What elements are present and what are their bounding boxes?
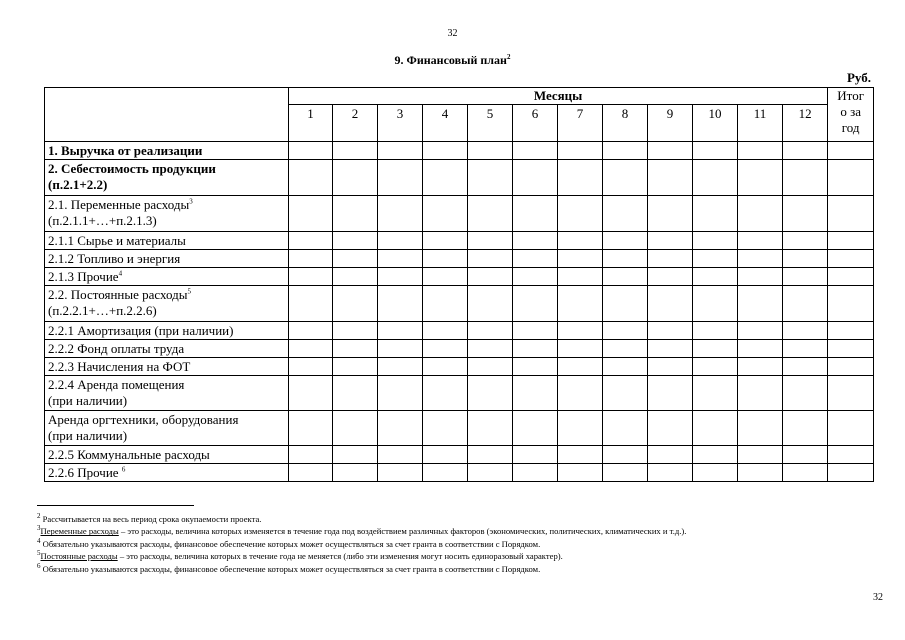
month-value-cell[interactable]: [513, 268, 558, 286]
month-value-cell[interactable]: [783, 286, 828, 322]
month-value-cell[interactable]: [468, 250, 513, 268]
month-value-cell[interactable]: [468, 268, 513, 286]
month-value-cell[interactable]: [558, 232, 603, 250]
row-label-text: Аренда оргтехники, оборудования: [48, 412, 239, 427]
month-value-cell[interactable]: [289, 232, 333, 250]
row-label-text: 2.2.6 Прочие: [48, 465, 122, 480]
month-value-cell[interactable]: [783, 250, 828, 268]
month-value-cell[interactable]: [738, 142, 783, 160]
footnote-text: – это расходы, величина которых изменяется в течение года под воздействием различных факторов (экономических, политических, климатических и т.д.).: [118, 526, 687, 537]
row-label-line: [48, 197, 285, 213]
year-total-cell[interactable]: [828, 340, 874, 358]
month-value-cell[interactable]: [378, 286, 423, 322]
month-number-11: 11: [738, 105, 783, 142]
month-value-cell[interactable]: [558, 142, 603, 160]
month-number-4: 4: [423, 105, 468, 142]
year-total-cell[interactable]: [828, 446, 874, 464]
month-value-cell[interactable]: [423, 446, 468, 464]
footnote-separator: [37, 505, 194, 506]
row-label-line: [48, 341, 285, 357]
month-value-cell[interactable]: [513, 358, 558, 376]
month-value-cell[interactable]: [783, 142, 828, 160]
month-value-cell[interactable]: [603, 411, 648, 446]
year-total-cell[interactable]: [828, 464, 874, 482]
year-total-cell[interactable]: [828, 358, 874, 376]
row-label-text: 2.2.2 Фонд оплаты труда: [48, 341, 185, 356]
month-value-cell[interactable]: [783, 411, 828, 446]
month-value-cell[interactable]: [468, 446, 513, 464]
month-value-cell[interactable]: [693, 376, 738, 411]
month-value-cell[interactable]: [603, 340, 648, 358]
month-value-cell[interactable]: [738, 232, 783, 250]
month-value-cell[interactable]: [648, 232, 693, 250]
row-label: [45, 446, 289, 464]
month-value-cell[interactable]: [378, 358, 423, 376]
month-value-cell[interactable]: [783, 446, 828, 464]
month-value-cell[interactable]: [378, 411, 423, 446]
month-value-cell[interactable]: [513, 411, 558, 446]
row-label-text: 2.2.1 Амортизация (при наличии): [48, 323, 234, 338]
footnote-term: Переменные расходы: [40, 526, 119, 537]
header-corner-cell: [45, 88, 289, 142]
month-value-cell[interactable]: [289, 446, 333, 464]
row-label-text: (при наличии): [48, 393, 128, 408]
footnote-ref: 6: [121, 465, 126, 474]
month-value-cell[interactable]: [333, 160, 378, 196]
month-value-cell[interactable]: [558, 268, 603, 286]
row-label-line: [48, 428, 285, 444]
month-value-cell[interactable]: [693, 358, 738, 376]
month-value-cell[interactable]: [648, 340, 693, 358]
month-value-cell[interactable]: [333, 250, 378, 268]
month-value-cell[interactable]: [468, 464, 513, 482]
row-label-text: 2.1. Переменные расходы: [48, 197, 190, 212]
row-label: [45, 250, 289, 268]
month-value-cell[interactable]: [468, 196, 513, 232]
month-value-cell[interactable]: [333, 232, 378, 250]
month-value-cell[interactable]: [693, 446, 738, 464]
month-value-cell[interactable]: [378, 196, 423, 232]
month-value-cell[interactable]: [513, 160, 558, 196]
month-value-cell[interactable]: [333, 376, 378, 411]
row-label-text: (при наличии): [48, 428, 128, 443]
row-label-line: [48, 233, 285, 249]
month-value-cell[interactable]: [378, 464, 423, 482]
month-value-cell[interactable]: [468, 142, 513, 160]
month-value-cell[interactable]: [423, 232, 468, 250]
year-total-cell[interactable]: [828, 250, 874, 268]
month-value-cell[interactable]: [693, 160, 738, 196]
month-value-cell[interactable]: [693, 196, 738, 232]
row-label-line: [48, 161, 285, 177]
row-label-text: (п.2.1+2.2): [48, 177, 108, 192]
row-label: [45, 286, 289, 322]
footnote-ref: 4: [118, 269, 123, 278]
months-header: Месяцы: [289, 88, 828, 105]
row-label-text: 2.2.4 Аренда помещения: [48, 377, 185, 392]
month-value-cell[interactable]: [783, 358, 828, 376]
month-value-cell[interactable]: [693, 286, 738, 322]
month-value-cell[interactable]: [648, 322, 693, 340]
month-value-cell[interactable]: [783, 322, 828, 340]
row-label: [45, 358, 289, 376]
row-label-text: 2.2. Постоянные расходы: [48, 287, 188, 302]
total-header-line: о за: [840, 104, 861, 119]
month-value-cell[interactable]: [738, 464, 783, 482]
row-label-line: [48, 269, 285, 285]
total-header: [828, 88, 874, 142]
month-value-cell[interactable]: [423, 322, 468, 340]
month-value-cell[interactable]: [783, 464, 828, 482]
month-value-cell[interactable]: [603, 376, 648, 411]
row-label-line: [48, 177, 285, 193]
month-value-cell[interactable]: [378, 268, 423, 286]
month-value-cell[interactable]: [558, 446, 603, 464]
year-total-cell[interactable]: [828, 268, 874, 286]
section-title-text: 9. Финансовый план: [394, 53, 507, 67]
month-value-cell[interactable]: [603, 322, 648, 340]
month-value-cell[interactable]: [783, 196, 828, 232]
month-value-cell[interactable]: [378, 446, 423, 464]
month-value-cell[interactable]: [468, 286, 513, 322]
row-label-line: [48, 447, 285, 463]
month-value-cell[interactable]: [378, 376, 423, 411]
month-value-cell[interactable]: [693, 464, 738, 482]
row-label-text: (п.2.2.1+…+п.2.2.6): [48, 303, 157, 318]
table-row: [45, 286, 874, 322]
month-value-cell[interactable]: [693, 340, 738, 358]
footnote-number: 4: [37, 536, 41, 545]
row-label-text: 2. Себестоимость продукции: [48, 161, 216, 176]
month-value-cell[interactable]: [558, 322, 603, 340]
row-label-text: 2.2.5 Коммунальные расходы: [48, 447, 210, 462]
month-value-cell[interactable]: [289, 250, 333, 268]
month-value-cell[interactable]: [648, 446, 693, 464]
page-number-bottom: 32: [873, 592, 883, 603]
month-value-cell[interactable]: [513, 340, 558, 358]
month-value-cell[interactable]: [738, 250, 783, 268]
currency-label: Руб.: [846, 70, 871, 85]
month-number-7: 7: [558, 105, 603, 142]
month-number-8: 8: [603, 105, 648, 142]
footnote: [37, 525, 887, 537]
month-value-cell[interactable]: [693, 232, 738, 250]
month-value-cell[interactable]: [738, 196, 783, 232]
month-value-cell[interactable]: [648, 464, 693, 482]
month-value-cell[interactable]: [333, 446, 378, 464]
month-value-cell[interactable]: [423, 464, 468, 482]
month-value-cell[interactable]: [648, 250, 693, 268]
month-value-cell[interactable]: [378, 250, 423, 268]
row-label: [45, 464, 289, 482]
row-label-line: [48, 287, 285, 303]
month-value-cell[interactable]: [558, 340, 603, 358]
footnote: [37, 538, 887, 550]
month-value-cell[interactable]: [738, 376, 783, 411]
month-value-cell[interactable]: [603, 196, 648, 232]
row-label-text: 2.2.3 Начисления на ФОТ: [48, 359, 191, 374]
month-number-10: 10: [693, 105, 738, 142]
month-value-cell[interactable]: [603, 232, 648, 250]
table-row: [45, 250, 874, 268]
row-label-line: [48, 377, 285, 393]
month-value-cell[interactable]: [333, 411, 378, 446]
row-label-text: 2.1.3 Прочие: [48, 269, 119, 284]
row-label-text: (п.2.1.1+…+п.2.1.3): [48, 213, 157, 228]
row-label-text: 2.1.2 Топливо и энергия: [48, 251, 181, 266]
month-value-cell[interactable]: [468, 358, 513, 376]
month-value-cell[interactable]: [333, 358, 378, 376]
month-value-cell[interactable]: [378, 340, 423, 358]
month-value-cell[interactable]: [513, 232, 558, 250]
month-value-cell[interactable]: [693, 142, 738, 160]
month-value-cell[interactable]: [648, 411, 693, 446]
month-value-cell[interactable]: [738, 446, 783, 464]
footnote: [37, 513, 887, 525]
month-value-cell[interactable]: [558, 196, 603, 232]
month-value-cell[interactable]: [513, 286, 558, 322]
header-row: [45, 88, 874, 105]
month-value-cell[interactable]: [603, 464, 648, 482]
month-value-cell[interactable]: [468, 232, 513, 250]
month-value-cell[interactable]: [468, 411, 513, 446]
month-number-6: 6: [513, 105, 558, 142]
title-footnote-ref: 2: [506, 53, 511, 61]
month-value-cell[interactable]: [423, 250, 468, 268]
month-value-cell[interactable]: [558, 376, 603, 411]
month-value-cell[interactable]: [558, 411, 603, 446]
month-value-cell[interactable]: [333, 464, 378, 482]
row-label-line: [48, 465, 285, 481]
month-value-cell[interactable]: [513, 446, 558, 464]
total-header-line: год: [841, 120, 860, 135]
row-label-line: [48, 303, 285, 319]
year-total-cell[interactable]: [828, 286, 874, 322]
table-row: [45, 196, 874, 232]
month-value-cell[interactable]: [558, 464, 603, 482]
month-number-12: 12: [783, 105, 828, 142]
month-value-cell[interactable]: [289, 358, 333, 376]
table-row: [45, 464, 874, 482]
month-value-cell[interactable]: [558, 160, 603, 196]
month-value-cell[interactable]: [603, 250, 648, 268]
month-value-cell[interactable]: [648, 286, 693, 322]
year-total-cell[interactable]: [828, 160, 874, 196]
month-value-cell[interactable]: [603, 446, 648, 464]
month-value-cell[interactable]: [289, 268, 333, 286]
row-label-line: [48, 213, 285, 229]
total-header-line: Итог: [837, 88, 865, 103]
month-value-cell[interactable]: [378, 160, 423, 196]
footnote-term: Постоянные расходы: [40, 551, 118, 562]
table-row: [45, 142, 874, 160]
year-total-cell[interactable]: [828, 322, 874, 340]
table-row: [45, 268, 874, 286]
month-value-cell[interactable]: [423, 358, 468, 376]
month-value-cell[interactable]: [738, 160, 783, 196]
row-label-line: [48, 251, 285, 267]
month-value-cell[interactable]: [738, 340, 783, 358]
month-value-cell[interactable]: [513, 464, 558, 482]
month-value-cell[interactable]: [423, 286, 468, 322]
month-value-cell[interactable]: [693, 322, 738, 340]
row-label: [45, 232, 289, 250]
row-label: [45, 340, 289, 358]
month-value-cell[interactable]: [513, 322, 558, 340]
footnote-ref: 5: [187, 287, 191, 296]
month-value-cell[interactable]: [783, 232, 828, 250]
month-value-cell[interactable]: [783, 160, 828, 196]
month-value-cell[interactable]: [468, 340, 513, 358]
month-value-cell[interactable]: [603, 358, 648, 376]
month-value-cell[interactable]: [468, 160, 513, 196]
table-row: [45, 358, 874, 376]
month-value-cell[interactable]: [603, 286, 648, 322]
month-value-cell[interactable]: [423, 160, 468, 196]
month-value-cell[interactable]: [423, 411, 468, 446]
month-value-cell[interactable]: [648, 268, 693, 286]
footnote: [37, 563, 887, 575]
month-value-cell[interactable]: [289, 376, 333, 411]
month-value-cell[interactable]: [558, 358, 603, 376]
row-label: [45, 142, 289, 160]
row-label: [45, 160, 289, 196]
month-value-cell[interactable]: [289, 142, 333, 160]
month-number-3: 3: [378, 105, 423, 142]
month-value-cell[interactable]: [378, 142, 423, 160]
month-value-cell[interactable]: [468, 376, 513, 411]
month-value-cell[interactable]: [333, 196, 378, 232]
month-number-9: 9: [648, 105, 693, 142]
row-label: [45, 196, 289, 232]
month-value-cell[interactable]: [648, 358, 693, 376]
month-value-cell[interactable]: [558, 250, 603, 268]
page-number-top: 32: [447, 28, 458, 39]
month-value-cell[interactable]: [289, 322, 333, 340]
month-value-cell[interactable]: [783, 340, 828, 358]
month-value-cell[interactable]: [333, 268, 378, 286]
table-row: [45, 376, 874, 411]
month-value-cell[interactable]: [513, 376, 558, 411]
month-value-cell[interactable]: [333, 340, 378, 358]
footnote-text: Обязательно указываются расходы, финансовое обеспечение которых может осуществляться за счет гранта в соответствии с Порядком.: [40, 538, 541, 549]
footnotes: [37, 513, 887, 575]
month-value-cell[interactable]: [468, 322, 513, 340]
footnote-text: Рассчитывается на весь период срока окупаемости проекта.: [40, 514, 262, 524]
month-value-cell[interactable]: [693, 268, 738, 286]
footnote: [37, 550, 887, 562]
footnote-text: – это расходы, величина которых в течение года не меняется (либо эти изменения могут носить единоразовый характер).: [117, 551, 563, 562]
month-value-cell[interactable]: [289, 160, 333, 196]
month-value-cell[interactable]: [423, 196, 468, 232]
month-value-cell[interactable]: [423, 268, 468, 286]
year-total-cell[interactable]: [828, 196, 874, 232]
month-value-cell[interactable]: [603, 142, 648, 160]
month-value-cell[interactable]: [693, 250, 738, 268]
row-label: [45, 322, 289, 340]
row-label: [45, 411, 289, 446]
month-value-cell[interactable]: [558, 286, 603, 322]
month-value-cell[interactable]: [603, 268, 648, 286]
month-value-cell[interactable]: [513, 250, 558, 268]
month-value-cell[interactable]: [693, 411, 738, 446]
month-value-cell[interactable]: [378, 232, 423, 250]
row-label-line: [48, 143, 285, 159]
month-value-cell[interactable]: [378, 322, 423, 340]
month-number-2: 2: [333, 105, 378, 142]
row-label: [45, 376, 289, 411]
table-row: [45, 340, 874, 358]
footnote-number: 3: [37, 524, 41, 533]
month-number-1: 1: [289, 105, 333, 142]
month-value-cell[interactable]: [333, 142, 378, 160]
table-row: [45, 322, 874, 340]
row-label: [45, 268, 289, 286]
section-title: [0, 53, 905, 68]
month-value-cell[interactable]: [648, 142, 693, 160]
row-label-text: 1. Выручка от реализации: [48, 143, 203, 158]
month-value-cell[interactable]: [513, 196, 558, 232]
row-label-line: [48, 393, 285, 409]
year-total-cell[interactable]: [828, 411, 874, 446]
row-label-line: [48, 412, 285, 428]
month-value-cell[interactable]: [333, 322, 378, 340]
month-value-cell[interactable]: [289, 340, 333, 358]
month-value-cell[interactable]: [333, 286, 378, 322]
month-value-cell[interactable]: [738, 286, 783, 322]
month-value-cell[interactable]: [738, 268, 783, 286]
month-value-cell[interactable]: [783, 268, 828, 286]
year-total-cell[interactable]: [828, 376, 874, 411]
footnote-ref: 3: [189, 197, 193, 206]
month-value-cell[interactable]: [648, 196, 693, 232]
month-value-cell[interactable]: [423, 376, 468, 411]
row-label-line: [48, 323, 285, 339]
year-total-cell[interactable]: [828, 142, 874, 160]
table-row: [45, 411, 874, 446]
footnote-number: 6: [37, 561, 41, 570]
year-total-cell[interactable]: [828, 232, 874, 250]
row-label-line: [48, 359, 285, 375]
month-value-cell[interactable]: [289, 411, 333, 446]
month-value-cell[interactable]: [289, 196, 333, 232]
table-row: [45, 446, 874, 464]
month-value-cell[interactable]: [783, 376, 828, 411]
month-value-cell[interactable]: [423, 142, 468, 160]
footnote-number: 5: [37, 549, 41, 558]
financial-plan-table: [44, 87, 874, 482]
month-value-cell[interactable]: [289, 464, 333, 482]
month-value-cell[interactable]: [603, 160, 648, 196]
footnote-text: Обязательно указываются расходы, финансовое обеспечение которых может осуществляться за счет гранта в соответствии с Порядком.: [40, 563, 541, 574]
month-value-cell[interactable]: [648, 376, 693, 411]
month-value-cell[interactable]: [738, 358, 783, 376]
month-value-cell[interactable]: [423, 340, 468, 358]
month-number-5: 5: [468, 105, 513, 142]
month-value-cell[interactable]: [738, 411, 783, 446]
table-row: [45, 160, 874, 196]
row-label-text: 2.1.1 Сырье и материалы: [48, 233, 186, 248]
footnote-number: 2: [37, 512, 41, 521]
month-value-cell[interactable]: [289, 286, 333, 322]
table-row: [45, 232, 874, 250]
month-value-cell[interactable]: [648, 160, 693, 196]
month-value-cell[interactable]: [738, 322, 783, 340]
month-value-cell[interactable]: [513, 142, 558, 160]
